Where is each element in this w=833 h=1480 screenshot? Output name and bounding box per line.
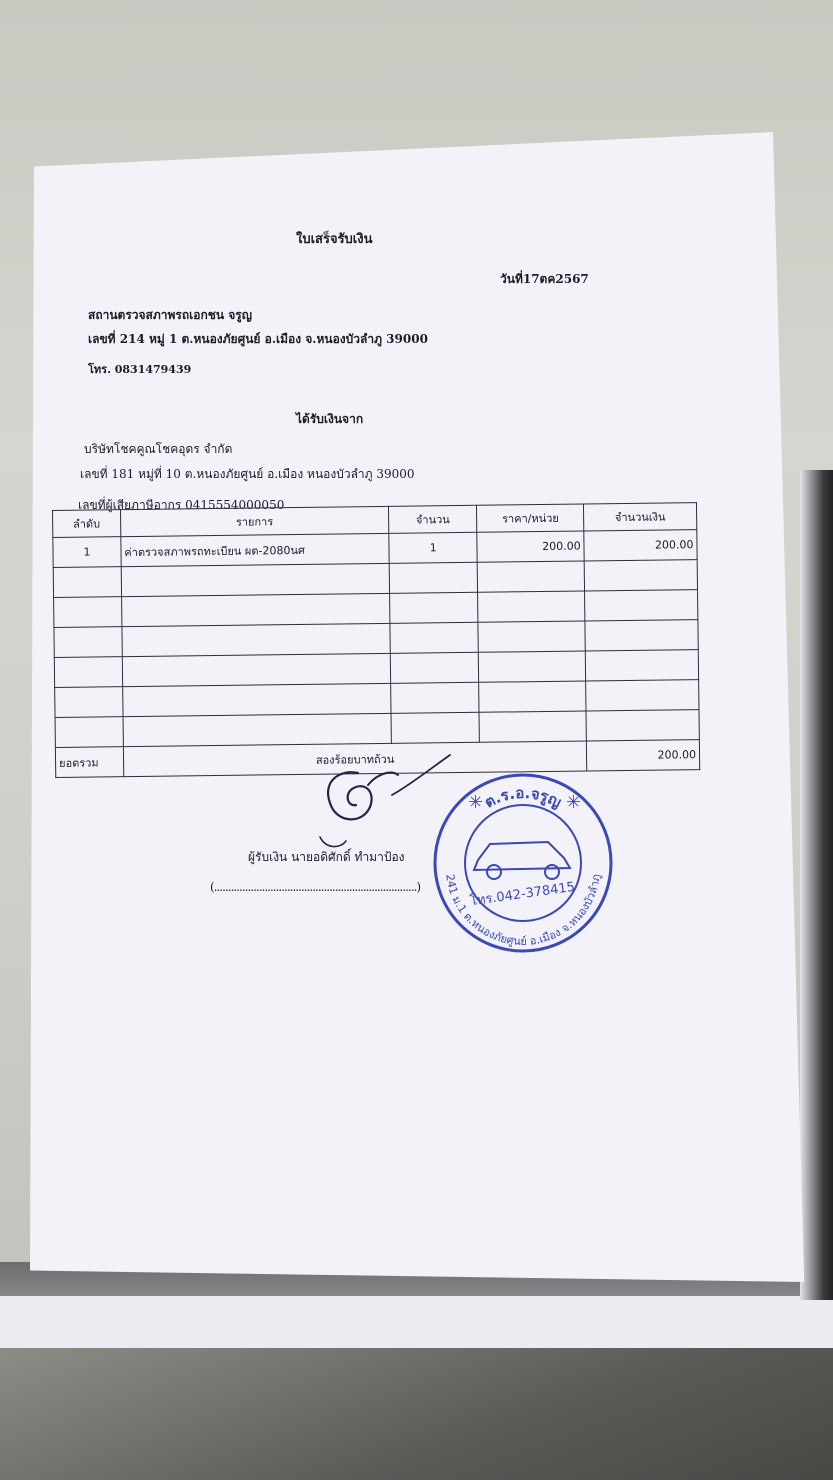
stamp-star-icon: ✳ — [566, 792, 582, 813]
signature-line: (........................................................................) — [210, 880, 421, 894]
right-edge — [800, 470, 833, 1300]
row-item: ค่าตรวจสภาพรถทะเบียน ผต-2080นศ — [121, 533, 389, 566]
company-stamp — [428, 768, 618, 958]
floor — [0, 1348, 833, 1480]
header-amount: จำนวนเงิน — [584, 503, 697, 531]
svg-text:ต.ร.อ.จรูญ — [481, 784, 564, 812]
row-qty: 1 — [389, 532, 478, 563]
stamp-top-text: ต.ร.อ.จรูญ — [481, 783, 565, 812]
total-label: ยอดรวม — [55, 747, 123, 778]
payer-address: เลขที่ 181 หมู่ที่ 10 ต.หนองภัยศูนย์ อ.เมือง หนองบัวลำภู 39000 — [80, 467, 415, 481]
header-item: รายการ — [120, 506, 388, 536]
issuer-name: สถานตรวจสภาพรถเอกชน จรูญ — [88, 308, 252, 322]
row-no: 1 — [53, 537, 121, 568]
receipt-date: วันที่17ตค2567 — [500, 272, 589, 286]
row-unit-price: 200.00 — [477, 531, 584, 562]
stamp-bottom-text: 241 ม.1 ต.หนองภัยศูนย์ อ.เมือง จ.หนองบัวลำภู — [443, 873, 603, 949]
stamp-star-icon: ✳ — [468, 792, 484, 813]
items-table — [52, 502, 700, 778]
under-sheet — [0, 1296, 833, 1348]
header-qty: จำนวน — [388, 505, 477, 533]
issuer-phone: โทร. 0831479439 — [88, 363, 192, 376]
stamp-car-icon — [474, 842, 570, 879]
payer-tax-id: เลขที่ผู้เสียภาษีอากร 0415554000050 — [78, 498, 285, 512]
header-unit-price: ราคา/หน่วย — [477, 504, 584, 532]
payer-name: บริษัทโชคคูณโชคอุดร จำกัด — [84, 442, 233, 456]
row-amount: 200.00 — [584, 530, 697, 561]
received-from-heading: ได้รับเงินจาก — [296, 412, 364, 426]
stamp-phone: โทร.042-378415 — [469, 879, 576, 910]
svg-text:241 ม.1 ต.หนองภัยศูนย์ อ.เมือง — [443, 873, 603, 948]
signature-label: ผู้รับเงิน นายอดิศักดิ์ ทำมาป้อง — [248, 850, 405, 864]
receipt-title: ใบเสร็จรับเงิน — [296, 232, 373, 247]
items-table-wrap — [52, 502, 700, 778]
issuer-address: เลขที่ 214 หมู่ 1 ต.หนองภัยศูนย์ อ.เมือง จ.หนองบัวลำภู 39000 — [88, 332, 428, 346]
header-no: ลำดับ — [53, 510, 121, 538]
total-amount: 200.00 — [587, 740, 700, 771]
total-words: สองร้อยบาทถ้วน — [123, 741, 587, 777]
